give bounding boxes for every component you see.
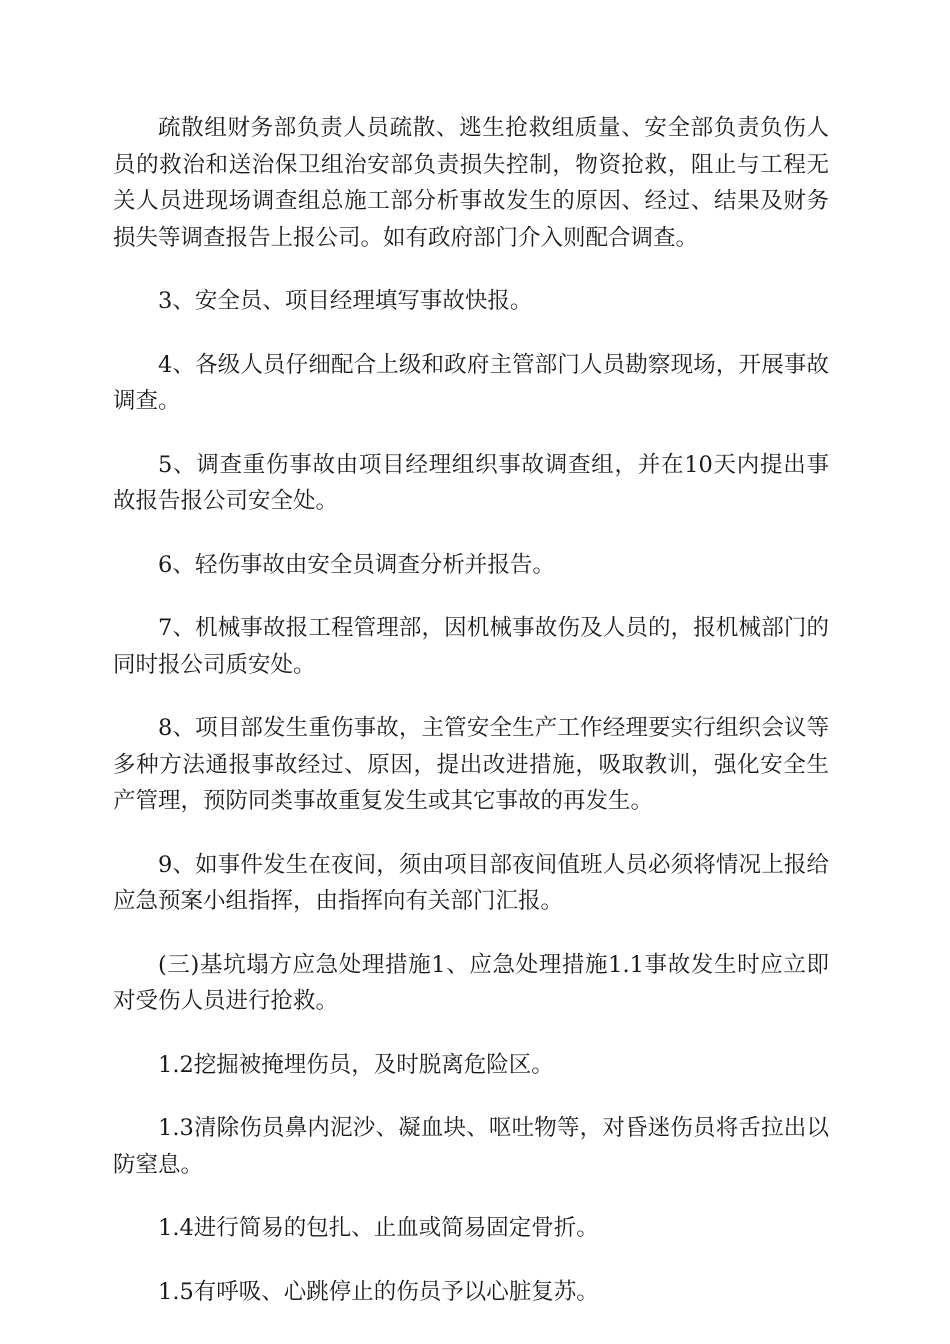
paragraph: 5、调查重伤事故由项目经理组织事故调查组，并在10天内提出事故报告报公司安全处。 — [113, 451, 829, 514]
paragraph: 6、轻伤事故由安全员调查分析并报告。 — [158, 551, 555, 578]
paragraph: 疏散组财务部负责人员疏散、逃生抢救组质量、安全部负责负伤人员的救治和送治保卫组治安部负责损失控制，物资抢救，阻止与工程无关人员进现场调查组总施工部分析事故发生的原因、经过、结果及财务损失等调查报告上报公司。如有政府部门介入则配合调查。 — [113, 115, 829, 251]
paragraph: 8、项目部发生重伤事故，主管安全生产工作经理要实行组织会议等多种方法通报事故经过、原因，提出改进措施，吸取教训，强化安全生产管理，预防同类事故重复发生或其它事故的再发生。 — [113, 715, 829, 814]
paragraph: 9、如事件发生在夜间，须由项目部夜间值班人员必须将情况上报给应急预案小组指挥，由指挥向有关部门汇报。 — [113, 851, 829, 914]
paragraph: 1.4进行简易的包扎、止血或简易固定骨折。 — [158, 1215, 599, 1241]
paragraph: (三)基坑塌方应急处理措施1、应急处理措施1.1事故发生时应立即对受伤人员进行抢救。 — [113, 951, 829, 1014]
document-body — [113, 110, 829, 1337]
paragraph: 1.2挖掘被掩埋伤员，及时脱离危险区。 — [158, 1051, 554, 1078]
paragraph: 1.5有呼吸、心跳停止的伤员予以心脏复苏。 — [158, 1278, 599, 1305]
paragraph: 7、机械事故报工程管理部，因机械事故伤及人员的，报机械部门的同时报公司质安处。 — [113, 615, 829, 678]
paragraph: 4、各级人员仔细配合上级和政府主管部门人员勘察现场，开展事故调查。 — [113, 351, 829, 414]
paragraph: 1.3清除伤员鼻内泥沙、凝血块、呕吐物等，对昏迷伤员将舌拉出以防窒息。 — [113, 1115, 829, 1178]
paragraph: 3、安全员、项目经理填写事故快报。 — [158, 288, 533, 314]
